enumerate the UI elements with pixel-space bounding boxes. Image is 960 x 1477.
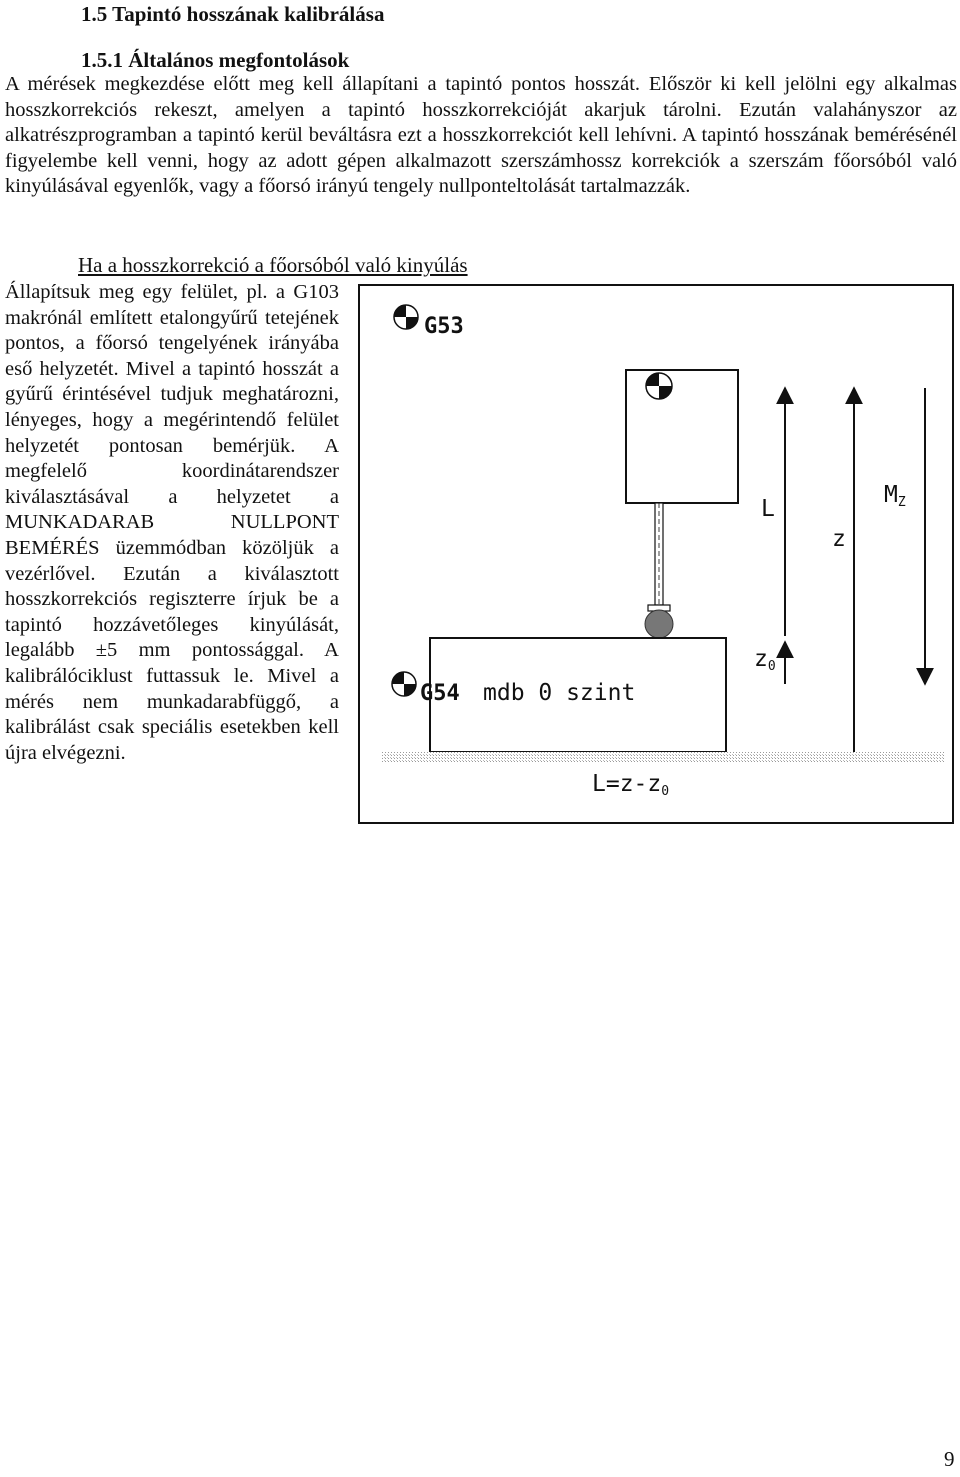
dim-Mz-label xyxy=(884,482,906,510)
subsection-title: 1.5.1 Általános megfontolások xyxy=(81,48,350,72)
g54-label: G54 xyxy=(420,681,460,706)
side-paragraph: Állapítsuk meg egy felület, pl. a G103 makrónál említett etalongyűrű tetejének pontos, a főorsó tengelyének irányába eső helyzetét. Mivel a tapintó hosszát a gyűrű érintésével tudjuk meghatározni, lényeges, hogy a megérintendő felület helyzetét pontosan bemérjük. A megfelelő koordinátarendszer kiválasztásával a helyzetet a MUNKADARAB NULLPONT BEMÉRÉS üzemmódban közöljük a vezérlővel. Ezután a kiválasztott hosszkorrekciós regiszterre írjuk be a tapintó hozzávetőleges kinyúlását, legalább ±5 mm pontossággal. A kalibrálóciklust futtassuk le. Mivel a mérés nem munkadarabfüggő, a kalibrálást csak speciális esetekben kell újra elvégezni. xyxy=(5,281,339,764)
calibration-diagram xyxy=(358,284,954,824)
dim-z0-subscript: 0 xyxy=(767,659,776,674)
formula-subscript: 0 xyxy=(661,784,670,799)
case-heading: Ha a hosszkorrekció a főorsóból való kinyúlás xyxy=(78,253,468,277)
formula-main: L=z-z xyxy=(592,771,662,797)
dim-Mz-subscript: Z xyxy=(897,495,906,510)
dim-Mz-main: M xyxy=(884,482,898,508)
diagram-drawing xyxy=(358,284,954,824)
intro-paragraph: A mérések megkezdése előtt meg kell állapítani a tapintó pontos hosszát. Először ki kell jelölni egy alkalmas hosszkorrekciós rekeszt, amelyen a tapintó hosszkorrekcióját akarjuk tárolni. Ezután valahányszor az alkatrészprogramban a tapintó kerül beváltásra ezt a hosszkorrekciót kell lehívni. A tapintó hosszának bemérésénél figyelembe kell venni, hogy az adott gépen alkalmazott szerszámhossz korrekciók a szerszám főorsóból való kinyúlásával egyenlők, vagy a főorsó irányú tengely nullponteltolását tartalmazzák. xyxy=(5,73,957,198)
probe-ball xyxy=(645,610,673,638)
spindle-origin-icon xyxy=(646,373,672,399)
g53-origin-icon xyxy=(394,305,418,329)
section-title: 1.5 Tapintó hosszának kalibrálása xyxy=(81,2,385,26)
machine-table xyxy=(382,752,944,762)
formula-label xyxy=(592,771,669,799)
g53-label: G53 xyxy=(424,314,464,339)
surface-level-label: mdb 0 szint xyxy=(483,680,636,706)
dim-z0-main: z xyxy=(754,646,768,672)
side-paragraph-block xyxy=(5,280,339,766)
dim-z-label: z xyxy=(832,526,846,552)
page-number: 9 xyxy=(944,1447,955,1471)
g54-origin-icon xyxy=(392,672,416,696)
dim-L-label: L xyxy=(761,496,775,522)
dim-z0-label xyxy=(754,646,776,674)
spindle-block xyxy=(626,370,738,503)
